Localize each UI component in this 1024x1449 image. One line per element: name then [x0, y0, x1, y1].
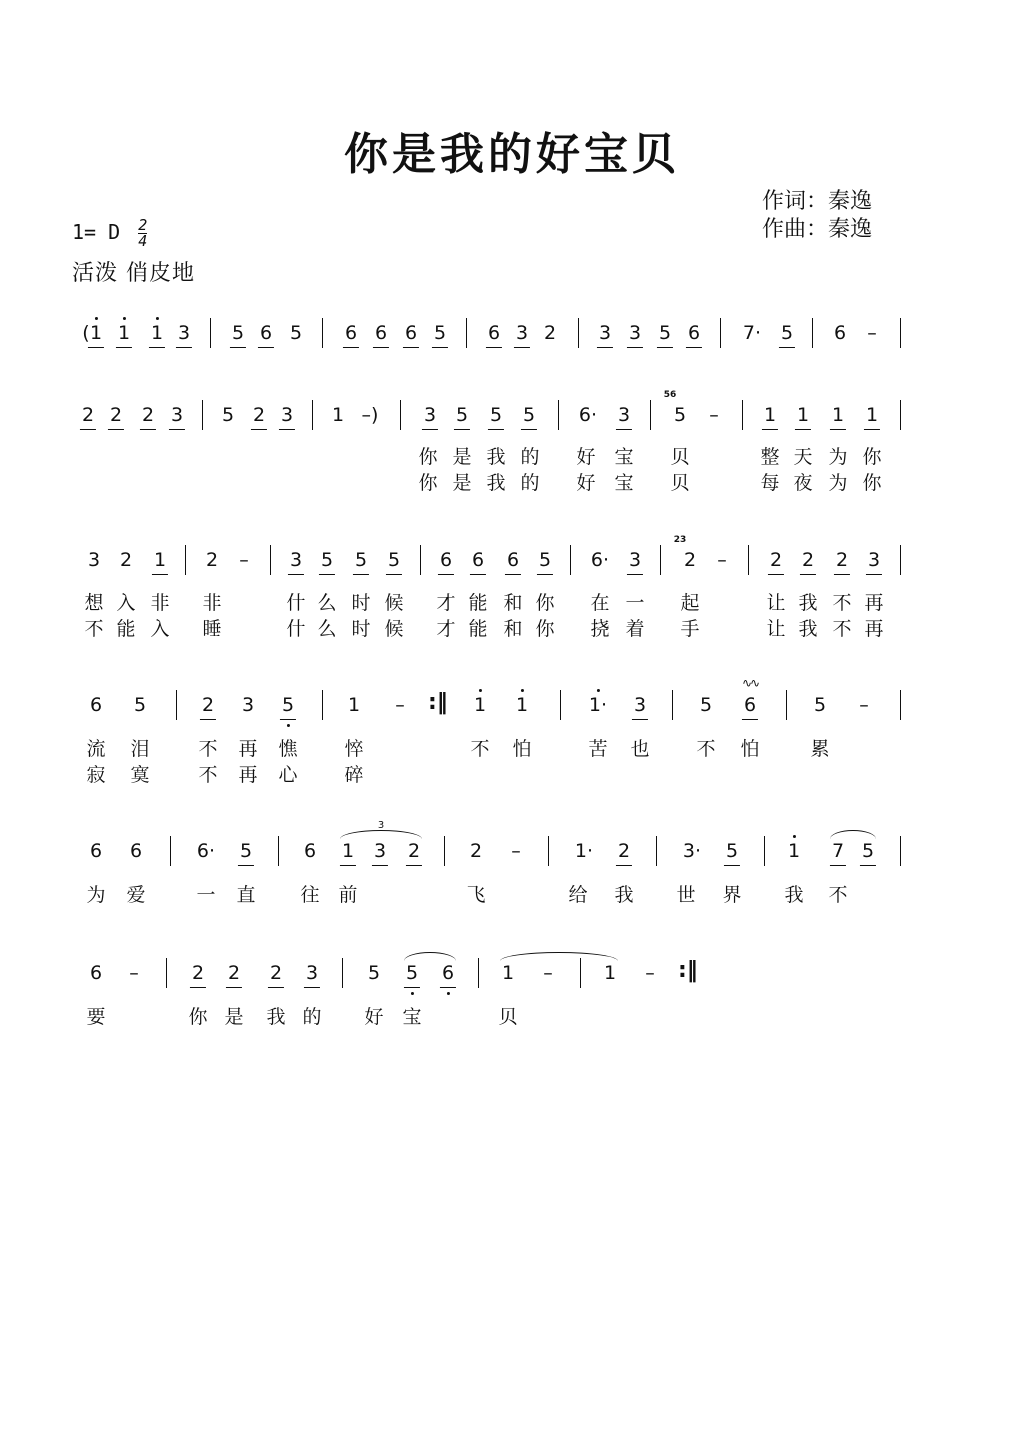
note: 2 [227, 962, 241, 984]
note: 5 [281, 694, 295, 716]
lyric-syllable: 让 [766, 592, 786, 614]
note: – [129, 962, 139, 984]
lyric-syllable: 想 [84, 592, 104, 614]
lyric-syllable: 不 [828, 884, 848, 906]
note: 1 [150, 322, 164, 344]
lyric-syllable: 手 [680, 618, 700, 640]
lyric-syllable: 不 [470, 738, 490, 760]
note: 6 [129, 840, 143, 862]
lyric-syllable: 候 [384, 618, 404, 640]
lyric-syllable: 和 [503, 618, 523, 640]
lyric-syllable: 着 [625, 618, 645, 640]
lyric-syllable: 好 [364, 1006, 384, 1028]
note: 3 [598, 322, 612, 344]
lyric-syllable: 心 [278, 764, 298, 786]
song-title: 你是我的好宝贝 [344, 129, 680, 180]
lyric-syllable: 爱 [126, 884, 146, 906]
lyric-syllable: 我 [486, 446, 506, 468]
barline [900, 400, 901, 430]
mordent-icon: ∿∿ [741, 676, 759, 690]
note: 1 [331, 404, 345, 426]
note: 1 [347, 694, 361, 716]
note: 2 [769, 549, 783, 571]
note: 5 [725, 840, 739, 862]
lyric-syllable: 寞 [130, 764, 150, 786]
note: 5 [813, 694, 827, 716]
lyric-syllable: 给 [568, 884, 588, 906]
note: 2 [191, 962, 205, 984]
note: 1 [865, 404, 879, 426]
note: 5 [433, 322, 447, 344]
lyric-syllable: 起 [680, 592, 700, 614]
note: 2 [543, 322, 557, 344]
lyric-syllable: 非 [202, 592, 222, 614]
note: 1 [501, 962, 515, 984]
note: 2 [119, 549, 133, 571]
lyric-syllable: 好 [576, 472, 596, 494]
time-numerator: 2 [138, 216, 148, 234]
note: 2 [141, 404, 155, 426]
note: 2 [269, 962, 283, 984]
barline [672, 690, 673, 720]
lyric-syllable: 在 [590, 592, 610, 614]
note: 6· [196, 840, 216, 862]
note: 1 [153, 549, 167, 571]
note: 6 [471, 549, 485, 571]
note: 5 [489, 404, 503, 426]
barline [176, 690, 177, 720]
barline [420, 545, 421, 575]
lyric-syllable: 才 [436, 618, 456, 640]
note: 1 [787, 840, 801, 862]
lyric-syllable: 界 [722, 884, 742, 906]
lyric-syllable: 为 [86, 884, 106, 906]
lyric-syllable: 你 [418, 472, 438, 494]
barline [748, 545, 749, 575]
lyric-syllable: 不 [696, 738, 716, 760]
lyric-syllable: 能 [468, 592, 488, 614]
note: 5 [405, 962, 419, 984]
note: 2 [469, 840, 483, 862]
note: 2 [205, 549, 219, 571]
note: 1 [515, 694, 529, 716]
lyric-syllable: 和 [503, 592, 523, 614]
barline [900, 545, 901, 575]
note: 6 [259, 322, 273, 344]
note: 5 [861, 840, 875, 862]
note: – [645, 962, 655, 984]
note: – [395, 694, 405, 716]
lyric-syllable: 入 [150, 618, 170, 640]
note: 5 [673, 404, 687, 426]
note: 5 [522, 404, 536, 426]
lyric-syllable: 贝 [498, 1006, 518, 1028]
note: 3 [305, 962, 319, 984]
barline [548, 836, 549, 866]
credits [762, 188, 872, 244]
staff-line-6 [0, 958, 1024, 1002]
note: 3 [515, 322, 529, 344]
note: 3 [241, 694, 255, 716]
barline [720, 318, 721, 348]
lyric-syllable: 好 [576, 446, 596, 468]
lyric-syllable: 的 [520, 446, 540, 468]
barline [466, 318, 467, 348]
lyric-syllable: 时 [351, 618, 371, 640]
note: 1 [473, 694, 487, 716]
note: 1 [89, 322, 103, 344]
barline [478, 958, 479, 988]
lyric-syllable: 么 [317, 592, 337, 614]
lyric-syllable: 不 [198, 764, 218, 786]
lyric-syllable: 是 [452, 472, 472, 494]
lyric-syllable: 寂 [86, 764, 106, 786]
note: – [717, 549, 727, 571]
lyric-syllable: 你 [862, 446, 882, 468]
slur [500, 952, 618, 961]
note: 1 [341, 840, 355, 862]
composer: 作曲：秦逸 [762, 217, 873, 242]
barline [578, 318, 579, 348]
lyric-syllable: 么 [317, 618, 337, 640]
lyric-syllable: 你 [188, 1006, 208, 1028]
lyric-syllable: 候 [384, 592, 404, 614]
lyric-syllable: 入 [116, 592, 136, 614]
lyric-syllable: 才 [436, 592, 456, 614]
lyric-syllable: 贝 [670, 472, 690, 494]
lyric-syllable: 往 [300, 884, 320, 906]
barline [322, 318, 323, 348]
lyric-syllable: 怕 [740, 738, 760, 760]
lyric-syllable: 天 [793, 446, 813, 468]
staff-line-5 [0, 840, 1024, 880]
lyric-syllable: 我 [614, 884, 634, 906]
note: 5 [367, 962, 381, 984]
lyric-syllable: 再 [864, 618, 884, 640]
barline [400, 400, 401, 430]
barline [900, 690, 901, 720]
lyric-syllable: 我 [798, 618, 818, 640]
lyric-syllable: 能 [468, 618, 488, 640]
note: 5 [455, 404, 469, 426]
lyric-syllable: 的 [302, 1006, 322, 1028]
barline [558, 400, 559, 430]
lyric-syllable: 贝 [670, 446, 690, 468]
grace-note: 56 [663, 390, 677, 400]
note: 6· [590, 549, 610, 571]
lyric-syllable: 怕 [512, 738, 532, 760]
note: 2 [407, 840, 421, 862]
note: 2 [252, 404, 266, 426]
note: 7 [831, 840, 845, 862]
note: 2 [683, 549, 697, 571]
note: 3 [289, 549, 303, 571]
repeat-sign: :‖ [428, 690, 448, 715]
note: 5 [320, 549, 334, 571]
note: 5 [699, 694, 713, 716]
note: 1· [574, 840, 594, 862]
note: 1 [117, 322, 131, 344]
note: – [867, 322, 877, 344]
barline [278, 836, 279, 866]
note: 1· [588, 694, 608, 716]
lyric-syllable: 宝 [402, 1006, 422, 1028]
barline [786, 690, 787, 720]
barline [580, 958, 581, 988]
note: 3 [177, 322, 191, 344]
note: 6 [743, 694, 757, 716]
lyric-syllable: 时 [351, 592, 371, 614]
barline [342, 958, 343, 988]
lyric-syllable: 泪 [130, 738, 150, 760]
time-signature [138, 218, 147, 249]
lyric-syllable: 能 [116, 618, 136, 640]
lyric-syllable: 一 [196, 884, 216, 906]
lyric-syllable: 宝 [614, 472, 634, 494]
note: 2 [201, 694, 215, 716]
lyric-syllable: 要 [86, 1006, 106, 1028]
triplet-mark: 3 [377, 820, 385, 831]
key-label: 1= D [72, 220, 121, 244]
lyric-syllable: 睡 [202, 618, 222, 640]
note: – [511, 840, 521, 862]
note: 5 [538, 549, 552, 571]
barline [570, 545, 571, 575]
note: 3 [280, 404, 294, 426]
lyric-syllable: 飞 [466, 884, 486, 906]
lyric-syllable: 什 [286, 618, 306, 640]
barline [742, 400, 743, 430]
lyric-syllable: 为 [828, 446, 848, 468]
barline [210, 318, 211, 348]
note: 6 [374, 322, 388, 344]
lyric-syllable: 你 [535, 592, 555, 614]
lyric-syllable: 苦 [588, 738, 608, 760]
barline [312, 400, 313, 430]
note: 6 [89, 694, 103, 716]
barline [650, 400, 651, 430]
lyric-syllable: 挠 [590, 618, 610, 640]
slur [830, 830, 876, 839]
lyric-syllable: 累 [810, 738, 830, 760]
note: 5 [354, 549, 368, 571]
lyric-syllable: 一 [625, 592, 645, 614]
note: 3 [170, 404, 184, 426]
note: 3 [423, 404, 437, 426]
lyric-syllable: 世 [676, 884, 696, 906]
lyric-syllable: 非 [150, 592, 170, 614]
lyric-syllable: 夜 [793, 472, 813, 494]
lyric-syllable: 为 [828, 472, 848, 494]
tempo-marking: 活泼 俏皮地 [72, 261, 195, 286]
note: 2 [617, 840, 631, 862]
staff-line-4 [0, 676, 1024, 734]
barline [900, 836, 901, 866]
slur [340, 830, 422, 839]
barline [656, 836, 657, 866]
lyric-syllable: 你 [535, 618, 555, 640]
barline [560, 690, 561, 720]
note: 3 [867, 549, 881, 571]
lyric-syllable: 我 [784, 884, 804, 906]
time-denominator: 4 [138, 232, 148, 250]
note: 6 [89, 840, 103, 862]
lyric-syllable: 再 [238, 738, 258, 760]
note: 5 [658, 322, 672, 344]
key-signature [72, 218, 147, 249]
lyric-syllable: 不 [832, 618, 852, 640]
note: 6 [303, 840, 317, 862]
note: 6 [439, 549, 453, 571]
note: 3 [617, 404, 631, 426]
note: 3· [682, 840, 702, 862]
lyric-syllable: 你 [418, 446, 438, 468]
note: 5 [289, 322, 303, 344]
lyric-syllable: 我 [486, 472, 506, 494]
lyric-syllable: 也 [630, 738, 650, 760]
note: ( [82, 322, 90, 344]
repeat-sign: :‖ [678, 958, 698, 983]
note: 2 [801, 549, 815, 571]
lyric-syllable: 碎 [344, 764, 364, 786]
barline [660, 545, 661, 575]
lyric-syllable: 是 [452, 446, 472, 468]
lyric-syllable: 悴 [344, 738, 364, 760]
note: 3 [628, 322, 642, 344]
note: 6· [578, 404, 598, 426]
lyric-syllable: 不 [84, 618, 104, 640]
barline [764, 836, 765, 866]
note: 7· [742, 322, 762, 344]
barline [444, 836, 445, 866]
lyric-syllable: 的 [520, 472, 540, 494]
note: 3 [633, 694, 647, 716]
barline [322, 690, 323, 720]
barline [170, 836, 171, 866]
note: 1 [603, 962, 617, 984]
lyric-syllable: 我 [266, 1006, 286, 1028]
lyric-syllable: 每 [760, 472, 780, 494]
note: 2 [835, 549, 849, 571]
lyric-syllable: 不 [198, 738, 218, 760]
staff-line-1 [0, 322, 1024, 362]
slur [404, 952, 456, 961]
lyric-syllable: 整 [760, 446, 780, 468]
note: 5 [133, 694, 147, 716]
lyric-syllable: 直 [236, 884, 256, 906]
barline [900, 318, 901, 348]
note: – [543, 962, 553, 984]
lyric-syllable: 憔 [278, 738, 298, 760]
lyric-syllable: 让 [766, 618, 786, 640]
lyric-syllable: 再 [238, 764, 258, 786]
note: 3 [628, 549, 642, 571]
note: 2 [81, 404, 95, 426]
lyric-syllable: 我 [798, 592, 818, 614]
note: 1 [831, 404, 845, 426]
note: 6 [487, 322, 501, 344]
lyric-syllable: 宝 [614, 446, 634, 468]
barline [812, 318, 813, 348]
note: 6 [833, 322, 847, 344]
lyricist: 作词：秦逸 [762, 189, 873, 214]
note: – [859, 694, 869, 716]
note: –) [361, 404, 379, 426]
note: 6 [89, 962, 103, 984]
lyric-syllable: 再 [864, 592, 884, 614]
staff-line-2 [0, 390, 1024, 444]
note: 6 [506, 549, 520, 571]
note: – [239, 549, 249, 571]
lyric-syllable: 是 [224, 1006, 244, 1028]
lyric-syllable: 不 [832, 592, 852, 614]
note: 3 [373, 840, 387, 862]
note: 6 [687, 322, 701, 344]
barline [185, 545, 186, 575]
note: 6 [441, 962, 455, 984]
note: 5 [780, 322, 794, 344]
barline [202, 400, 203, 430]
note: 2 [109, 404, 123, 426]
note: 1 [796, 404, 810, 426]
note: 6 [344, 322, 358, 344]
barline [166, 958, 167, 988]
note: 5 [387, 549, 401, 571]
note: – [709, 404, 719, 426]
barline [270, 545, 271, 575]
staff-line-3 [0, 535, 1024, 589]
note: 5 [239, 840, 253, 862]
grace-note: 23 [673, 535, 687, 545]
lyric-syllable: 流 [86, 738, 106, 760]
lyric-syllable: 你 [862, 472, 882, 494]
note: 5 [231, 322, 245, 344]
lyric-syllable: 什 [286, 592, 306, 614]
note: 5 [221, 404, 235, 426]
lyric-syllable: 前 [338, 884, 358, 906]
note: 1 [763, 404, 777, 426]
note: 6 [404, 322, 418, 344]
note: 3 [87, 549, 101, 571]
